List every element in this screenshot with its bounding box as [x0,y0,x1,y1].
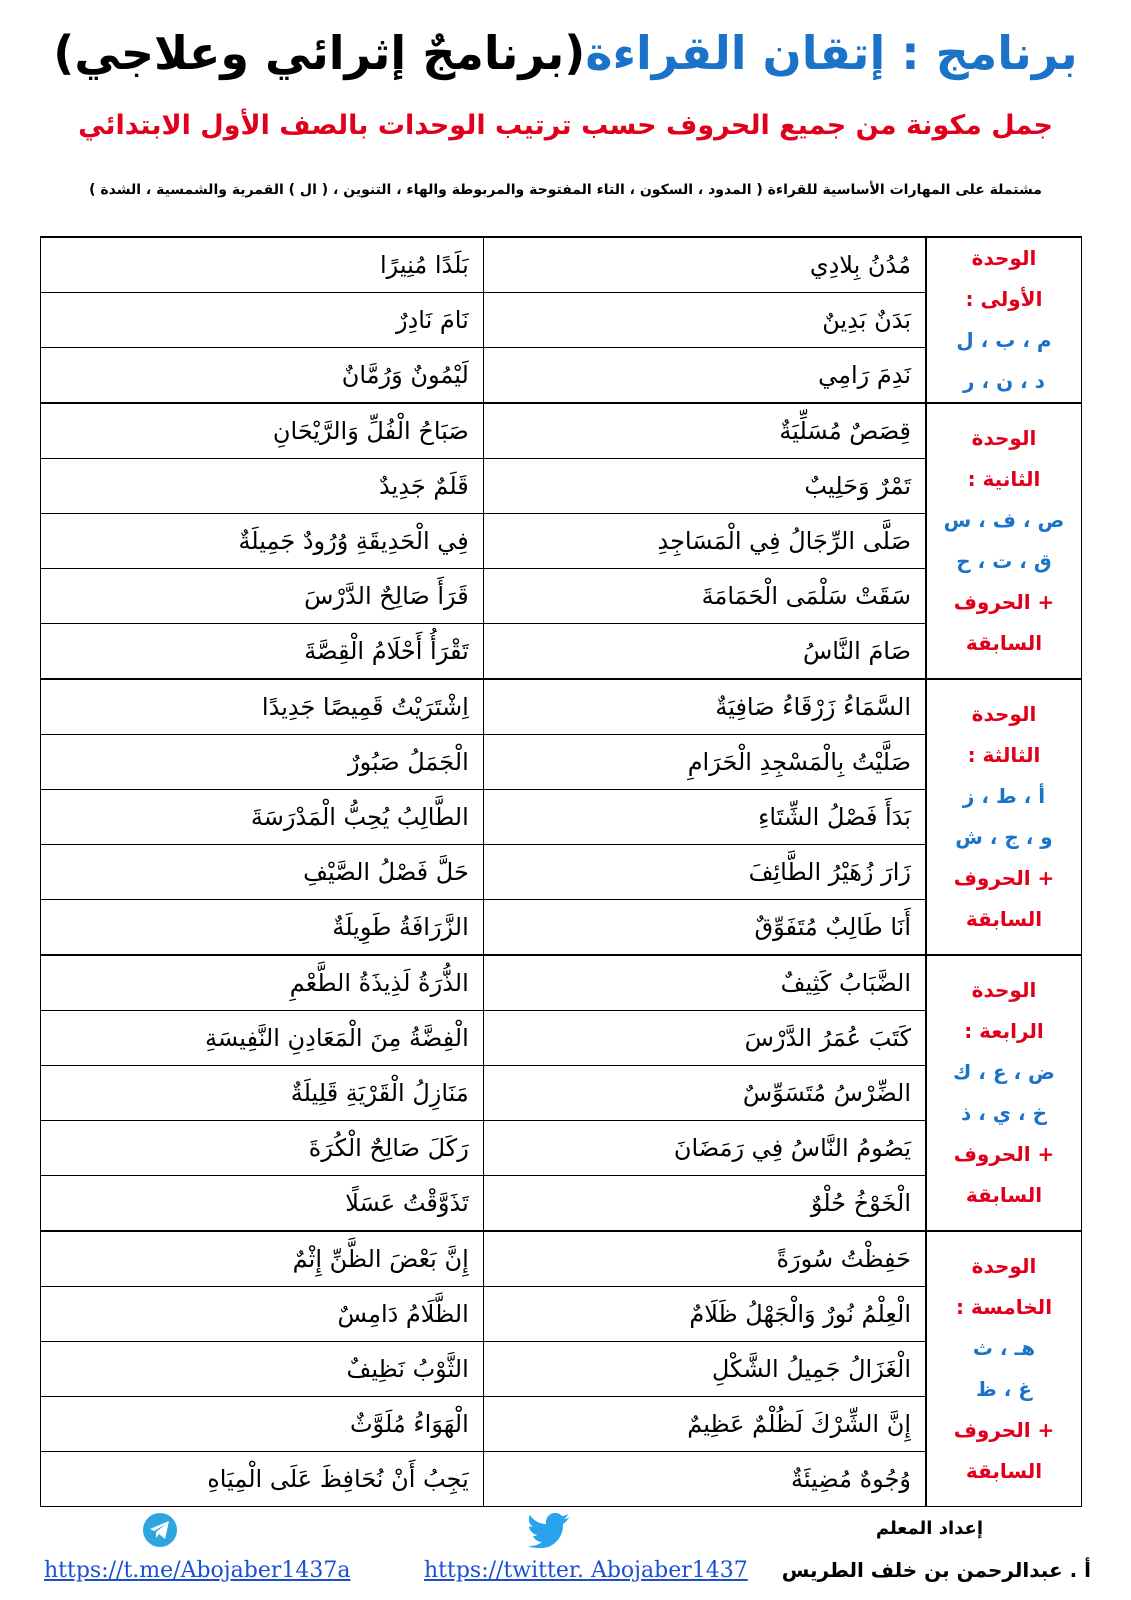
prepared-by: إعداد المعلم [875,1518,983,1539]
sentence-cell: زَارَ زُهَيْرُ الطَّائِفَ [483,845,926,900]
unit-group-2 [41,403,1082,679]
sentence-cell: الْخَوْخُ حُلْوٌ [483,1176,926,1232]
sentence-cell: الطَّالِبُ يُحِبُّ الْمَدْرَسَةَ [41,790,484,845]
units-table [40,236,1082,1507]
sentence-cell: الظَّلَامُ دَامِسٌ [41,1287,484,1342]
author-name: أ . عبدالرحمن بن خلف الطريس [781,1558,1091,1582]
sentence-cell: الضَّبَابُ كَثِيفٌ [483,955,926,1011]
telegram-link[interactable]: https://t.me/Abojaber1437a [44,1558,351,1583]
telegram-icon[interactable] [142,1512,178,1548]
sentence-cell: نَدِمَ رَامِي [483,348,926,404]
unit-group-4 [41,955,1082,1231]
sentence-cell: الْفِضَّةُ مِنَ الْمَعَادِنِ النَّفِيسَةِ [41,1011,484,1066]
sentence-cell: تَمْرٌ وَحَلِيبٌ [483,459,926,514]
sentence-cell: حَلَّ فَصْلُ الصَّيْفِ [41,845,484,900]
sentence-cell: مَنَازِلُ الْقَرْيَةِ قَلِيلَةٌ [41,1066,484,1121]
unit-group-3 [41,679,1082,955]
sentence-cell: قَرَأَ صَالِحٌ الدَّرْسَ [41,569,484,624]
sentence-cell: وُجُوهٌ مُضِيئَةٌ [483,1452,926,1507]
sentence-cell: قِصَصٌ مُسَلِّيَةٌ [483,403,926,459]
sentence-cell: السَّمَاءُ زَرْقَاءُ صَافِيَةٌ [483,679,926,735]
sentence-cell: صَامَ النَّاسُ [483,624,926,680]
sentence-cell: الْعِلْمُ نُورٌ وَالْجَهْلُ ظَلَامٌ [483,1287,926,1342]
sentence-cell: الضِّرْسُ مُتَسَوِّسٌ [483,1066,926,1121]
sentence-cell: نَامَ نَادِرٌ [41,293,484,348]
unit-group-5 [41,1231,1082,1507]
sentence-cell: صَلَّى الرِّجَالُ فِي الْمَسَاجِدِ [483,514,926,569]
sentence-cell: يَجِبُ أَنْ نُحَافِظَ عَلَى الْمِيَاهِ [41,1452,484,1507]
sentence-cell: أَنَا طَالِبٌ مُتَفَوِّقٌ [483,900,926,956]
skills-note: مشتملة على المهارات الأساسية للقراءة ( المدود ، السكون ، التاء المفتوحة والمربوطة والهاء ، التنوين ، ( ال ) القمرية والشمسية ، الشدة ) [89,182,1042,198]
subtitle: جمل مكونة من جميع الحروف حسب ترتيب الوحدات بالصف الأول الابتدائي [78,110,1053,141]
sentence-cell: صَلَّيْتُ بِالْمَسْجِدِ الْحَرَامِ [483,735,926,790]
sentence-cell: الْجَمَلُ صَبُورٌ [41,735,484,790]
sentence-cell: تَقْرَأُ أَحْلَامُ الْقِصَّةَ [41,624,484,680]
sentence-cell: الْغَزَالُ جَمِيلُ الشَّكْلِ [483,1342,926,1397]
unit-label-3: الوحدة الثالثة : أ ، ط ، ز و ، ج ، ش + الحروف السابقة [926,679,1082,955]
sentence-cell: بَلَدًا مُنِيرًا [41,237,484,293]
sentence-cell: اِشْتَرَيْتُ قَمِيصًا جَدِيدًا [41,679,484,735]
sentence-cell: مُدُنُ بِلادِي [483,237,926,293]
page-title [0,18,1131,88]
sentence-cell: بَدَأَ فَصْلُ الشِّتَاءِ [483,790,926,845]
sentence-cell: يَصُومُ النَّاسُ فِي رَمَضَانَ [483,1121,926,1176]
sentence-cell: الْهَوَاءُ مُلَوَّثٌ [41,1397,484,1452]
sentence-cell: كَتَبَ عُمَرُ الدَّرْسَ [483,1011,926,1066]
title-prefix: برنامج : إتقان القراءة [585,26,1078,80]
sentence-cell: الزَّرَافَةُ طَوِيلَةٌ [41,900,484,956]
sentence-cell: الثَّوْبُ نَظِيفٌ [41,1342,484,1397]
sentence-cell: إِنَّ الشِّرْكَ لَظُلْمٌ عَظِيمٌ [483,1397,926,1452]
unit-label-2: الوحدة الثانية : ص ، ف ، س ق ، ت ، ح + الحروف السابقة [926,403,1082,679]
sentence-cell: رَكَلَ صَالِحٌ الْكُرَةَ [41,1121,484,1176]
sentence-cell: فِي الْحَدِيقَةِ وُرُودٌ جَمِيلَةٌ [41,514,484,569]
sentence-cell: قَلَمٌ جَدِيدٌ [41,459,484,514]
twitter-link[interactable]: https://twitter. Abojaber1437 [424,1558,748,1583]
unit-label-5: الوحدة الخامسة : هـ ، ث غ ، ظ + الحروف السابقة [926,1231,1082,1507]
sentence-cell: الذُّرَةُ لَذِيذَةُ الطَّعْمِ [41,955,484,1011]
sentence-cell: صَبَاحُ الْفُلِّ وَالرَّيْحَانِ [41,403,484,459]
twitter-icon[interactable] [528,1512,572,1548]
title-suffix: (برنامجٌ إثرائي وعلاجي) [53,26,586,80]
sentence-cell: بَدَنٌ بَدِينٌ [483,293,926,348]
sentence-cell: لَيْمُونٌ وَرُمَّانٌ [41,348,484,404]
unit-label-1: الوحدة الأولى : م ، ب ، ل د ، ن ، ر [926,237,1082,403]
sentence-cell: سَقَتْ سَلْمَى الْحَمَامَةَ [483,569,926,624]
sentence-cell: حَفِظْتُ سُورَةً [483,1231,926,1287]
unit-label-4: الوحدة الرابعة : ض ، ع ، ك خ ، ي ، ذ + الحروف السابقة [926,955,1082,1231]
unit-group-1 [41,237,1082,403]
sentence-cell: إِنَّ بَعْضَ الظَّنِّ إِثْمٌ [41,1231,484,1287]
sentence-cell: تَذَوَّقْتُ عَسَلًا [41,1176,484,1232]
